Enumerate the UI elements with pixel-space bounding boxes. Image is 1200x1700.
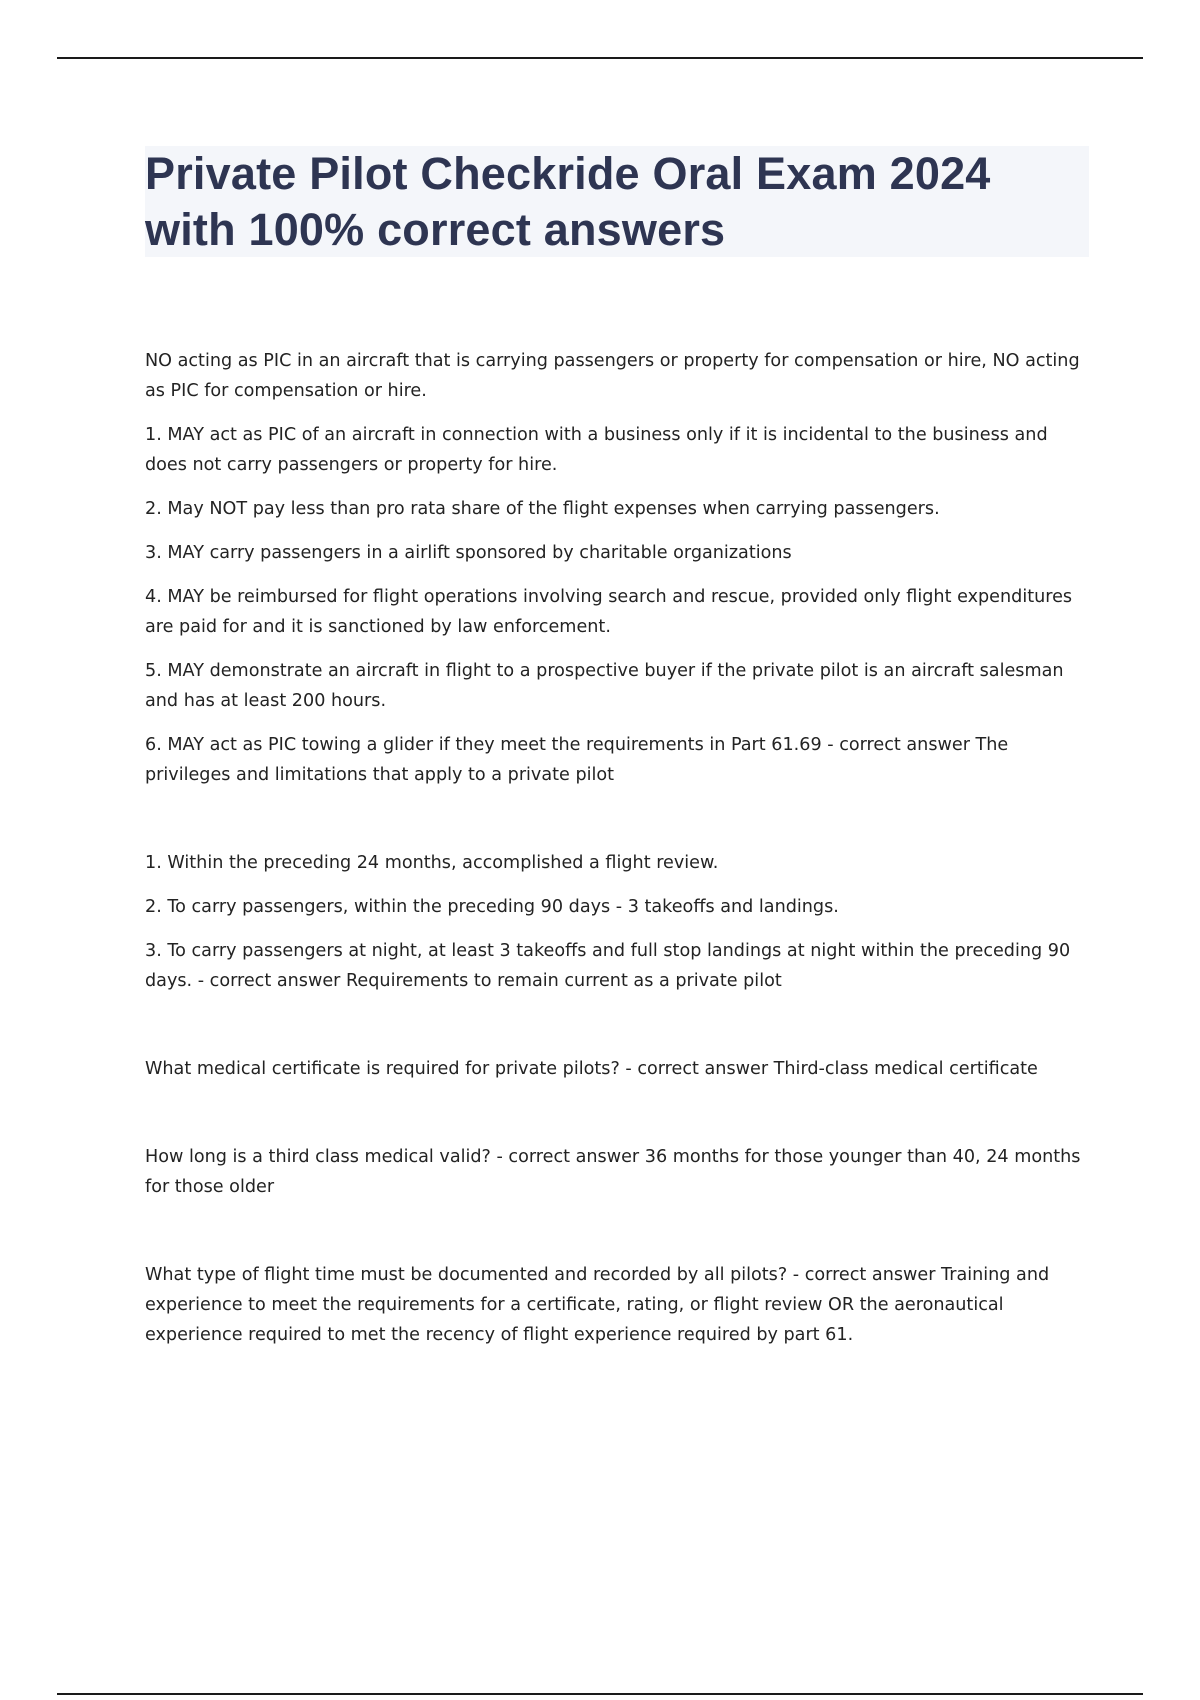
page-title [145,146,1089,258]
title-line-1: Private Pilot Checkride Oral Exam 2024 [145,148,991,199]
paragraph: 2. To carry passengers, within the preceding 90 days - 3 takeoffs and landings. [145,897,839,917]
paragraph: 5. MAY demonstrate an aircraft in flight to a prospective buyer if the private pilot is an aircraft salesman and has at least 200 hours. [145,661,1064,711]
paragraph: NO acting as PIC in an aircraft that is carrying passengers or property for compensation or hire, NO acting as PIC for compensation or hire. [145,351,1080,401]
section-currency [145,848,1090,996]
paragraph: 3. MAY carry passengers in a airlift sponsored by charitable organizations [145,543,792,563]
paragraph: 4. MAY be reimbursed for flight operations involving search and rescue, provided only flight expenditures are paid for and it is sanctioned by law enforcement. [145,587,1073,637]
title-line-2: with 100% correct answers [145,204,726,255]
section-spacer [145,804,1090,848]
bottom-rule [57,1693,1143,1695]
section-medical-validity [145,1142,1090,1202]
paragraph: 2. May NOT pay less than pro rata share of the flight expenses when carrying passengers. [145,499,940,519]
paragraph: What medical certificate is required for private pilots? - correct answer Third-class medical certificate [145,1059,1038,1079]
document-body [145,346,1090,1364]
section-privileges [145,346,1090,790]
section-spacer [145,1010,1090,1054]
paragraph: How long is a third class medical valid? - correct answer 36 months for those younger than 40, 24 months for those older [145,1147,1081,1197]
paragraph: 1. Within the preceding 24 months, accomplished a flight review. [145,853,719,873]
section-spacer [145,1098,1090,1142]
paragraph: 3. To carry passengers at night, at least 3 takeoffs and full stop landings at night within the preceding 90 days. - correct answer Requirements to remain current as a private pilot [145,941,1071,991]
paragraph: What type of flight time must be documented and recorded by all pilots? - correct answer Training and experience to meet the requirements for a certificate, rating, or flight review OR the aeronautical experience required to met the recency of flight experience required by part 61. [145,1265,1050,1345]
section-flight-time-records [145,1260,1090,1350]
top-rule [57,57,1143,59]
section-medical-certificate [145,1054,1090,1084]
paragraph: 6. MAY act as PIC towing a glider if they meet the requirements in Part 61.69 - correct answer The privileges and limitations that apply to a private pilot [145,735,1009,785]
section-spacer [145,1216,1090,1260]
paragraph: 1. MAY act as PIC of an aircraft in connection with a business only if it is incidental to the business and does not carry passengers or property for hire. [145,425,1048,475]
title-banner [145,146,1089,257]
